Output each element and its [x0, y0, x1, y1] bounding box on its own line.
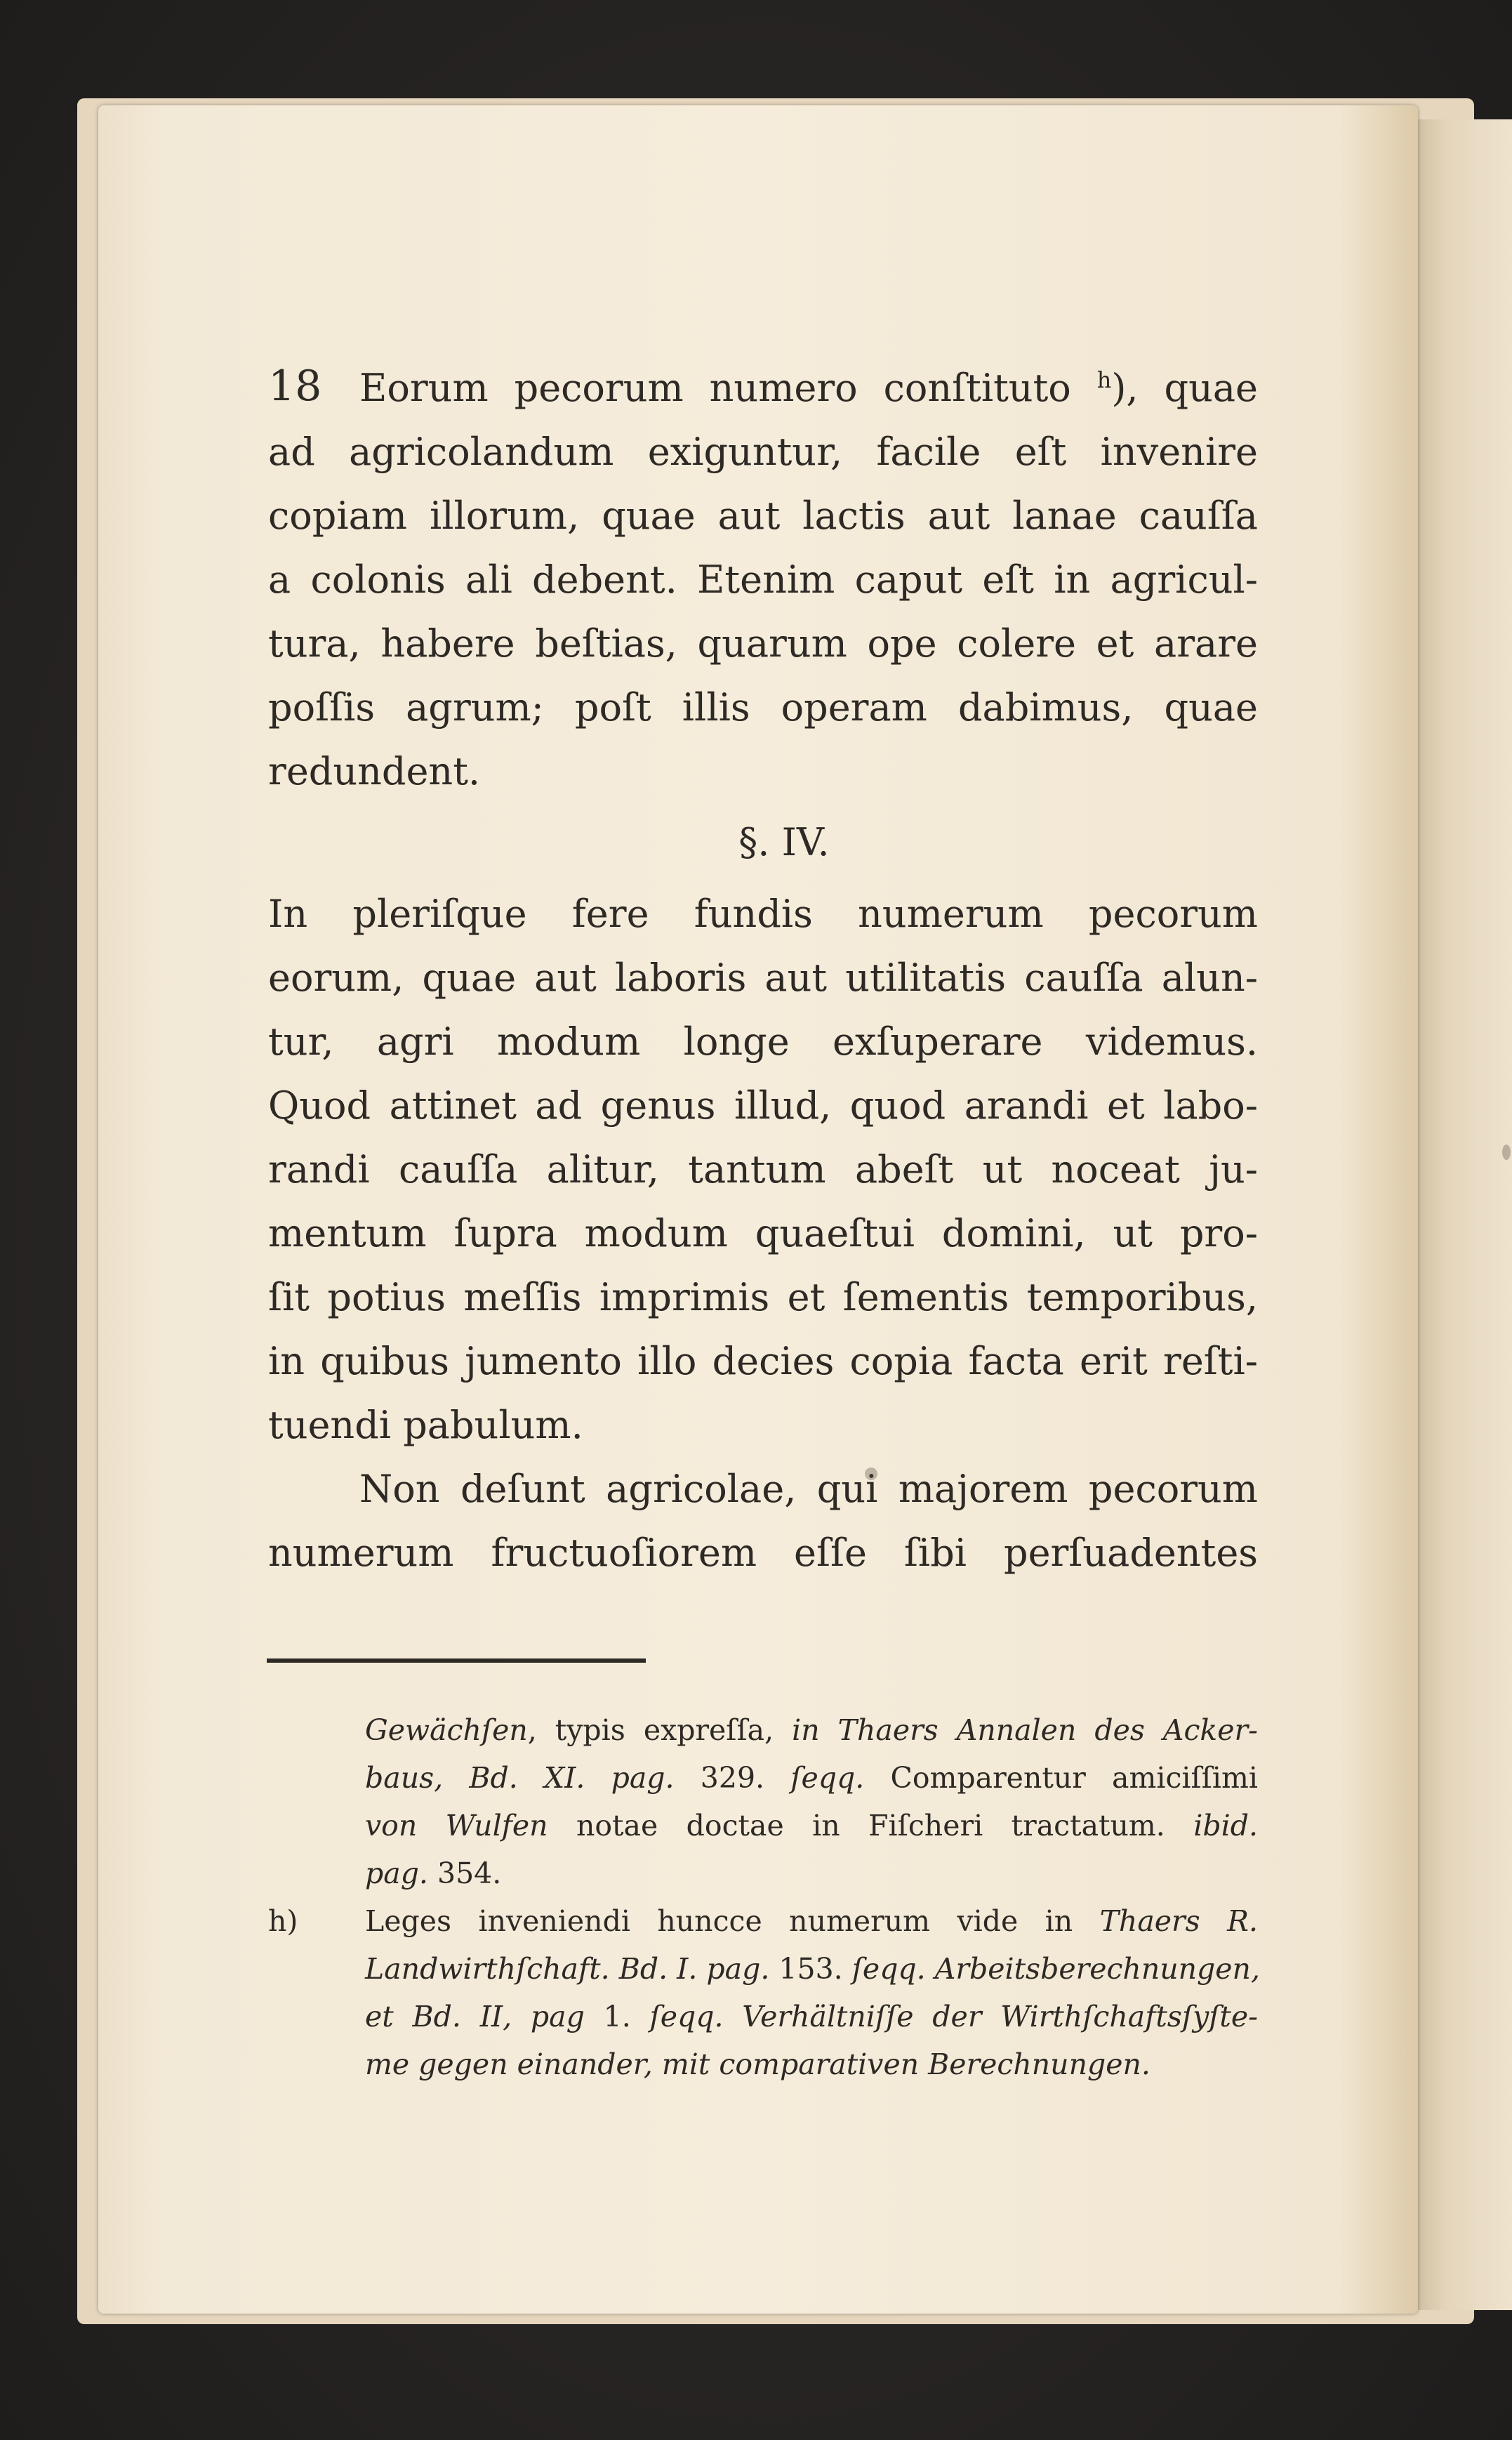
footnotes — [268, 1706, 1258, 2088]
footnote-line — [268, 1993, 1258, 2040]
footnote-line — [268, 1945, 1258, 1993]
italic-text: Gewächſen — [365, 1713, 528, 1747]
italic-text: in Thaers Annalen des Acker- — [792, 1713, 1258, 1747]
footnote-line — [268, 2040, 1258, 2088]
roman-text: Comparentur amiciſſimi — [864, 1761, 1258, 1795]
footnote-marker: h) — [268, 1904, 298, 1938]
text-line: randi cauſſa alitur, tantum abeſt ut noceat ju- — [268, 1147, 1258, 1192]
text-line: Quod attinet ad genus illud, quod arandi et labo- — [268, 1083, 1258, 1128]
text-line: poſſis agrum; poſt illis operam dabimus, quae — [268, 685, 1258, 730]
ink-dot — [1502, 1145, 1511, 1160]
section-heading: §. IV. — [738, 820, 830, 864]
text-line: mentum ſupra modum quaeſtui domini, ut pro- — [268, 1211, 1258, 1255]
facing-page-edge — [1404, 119, 1512, 2310]
roman-text: 153. — [769, 1952, 852, 1986]
text-line: tuendi pabulum. — [268, 1403, 583, 1447]
footnote-line — [268, 1849, 1258, 1897]
italic-text: Thaers R. — [1099, 1904, 1258, 1938]
footnote-line — [268, 1754, 1258, 1802]
text-line: copiam illorum, quae aut lactis aut lanae cauſſa — [268, 494, 1258, 538]
italic-text: baus, Bd. XI. pag. — [365, 1761, 675, 1795]
italic-text: von Wulfen — [365, 1809, 548, 1842]
italic-text: Landwirthſchaft. Bd. I. pag. — [365, 1952, 770, 1986]
paragraph-3 — [268, 1457, 1258, 1585]
roman-text: 1. — [584, 2000, 650, 2033]
footnote-line — [268, 1706, 1258, 1754]
roman-text: 329. — [674, 1761, 791, 1795]
text-line: redundent. — [268, 749, 481, 793]
text-line: a colonis ali debent. Etenim caput eſt in agricul- — [268, 558, 1258, 602]
body-text — [268, 356, 1258, 1585]
italic-text: me gegen einander, mit comparativen Berechnungen. — [365, 2047, 1150, 2081]
text-line: Non deſunt agricolae, qui majorem pecorum — [359, 1467, 1258, 1511]
text-line: In pleriſque fere fundis numerum pecorum — [268, 892, 1258, 936]
paragraph-2 — [268, 882, 1258, 1457]
roman-text: notae doctae in Fiſcheri tractatum. — [548, 1809, 1194, 1842]
italic-text: ſeqq. — [790, 1761, 865, 1795]
page-number: 18 — [268, 362, 322, 411]
text-line: eorum, quae aut laboris aut utilitatis cauſſa alun- — [268, 956, 1258, 1000]
text-line: tur, agri modum longe exſuperare videmus. — [268, 1020, 1258, 1064]
text-line: Eorum pecorum numero conſtituto $^h$), quae — [359, 366, 1258, 410]
roman-text: , typis expreſſa, — [527, 1713, 793, 1747]
roman-text: Leges inveniendi huncce numerum vide in — [365, 1904, 1100, 1938]
text-line: ſit potius meſſis imprimis et ſementis temporibus, — [268, 1275, 1258, 1319]
footnote-line — [268, 1802, 1258, 1849]
text-line: numerum fructuoſiorem eſſe ſibi perſuadentes — [268, 1531, 1258, 1575]
paragraph-1 — [268, 356, 1258, 803]
text-line: tura, habere beſtias, quarum ope colere et arare — [268, 621, 1258, 666]
footnote-continued — [268, 1706, 1258, 1897]
footnote-rule — [267, 1658, 646, 1663]
footnote-h — [268, 1897, 1258, 2088]
text-line: in quibus jumento illo decies copia facta erit reſti- — [268, 1339, 1258, 1383]
footnote-line — [268, 1897, 1258, 1945]
italic-text: ibid. — [1193, 1809, 1258, 1842]
italic-text: ſeqq. Verhältniſſe der Wirthſchaftsſyſte- — [649, 2000, 1258, 2033]
italic-text: ſeqq. Arbeitsberechnungen, — [851, 1952, 1260, 1986]
roman-text: 354. — [427, 1857, 502, 1890]
italic-text: pag. — [365, 1857, 428, 1890]
italic-text: et Bd. II, pag — [365, 2000, 585, 2033]
text-line: ad agricolandum exiguntur, facile eſt invenire — [268, 430, 1258, 474]
ink-dot — [865, 1468, 877, 1480]
